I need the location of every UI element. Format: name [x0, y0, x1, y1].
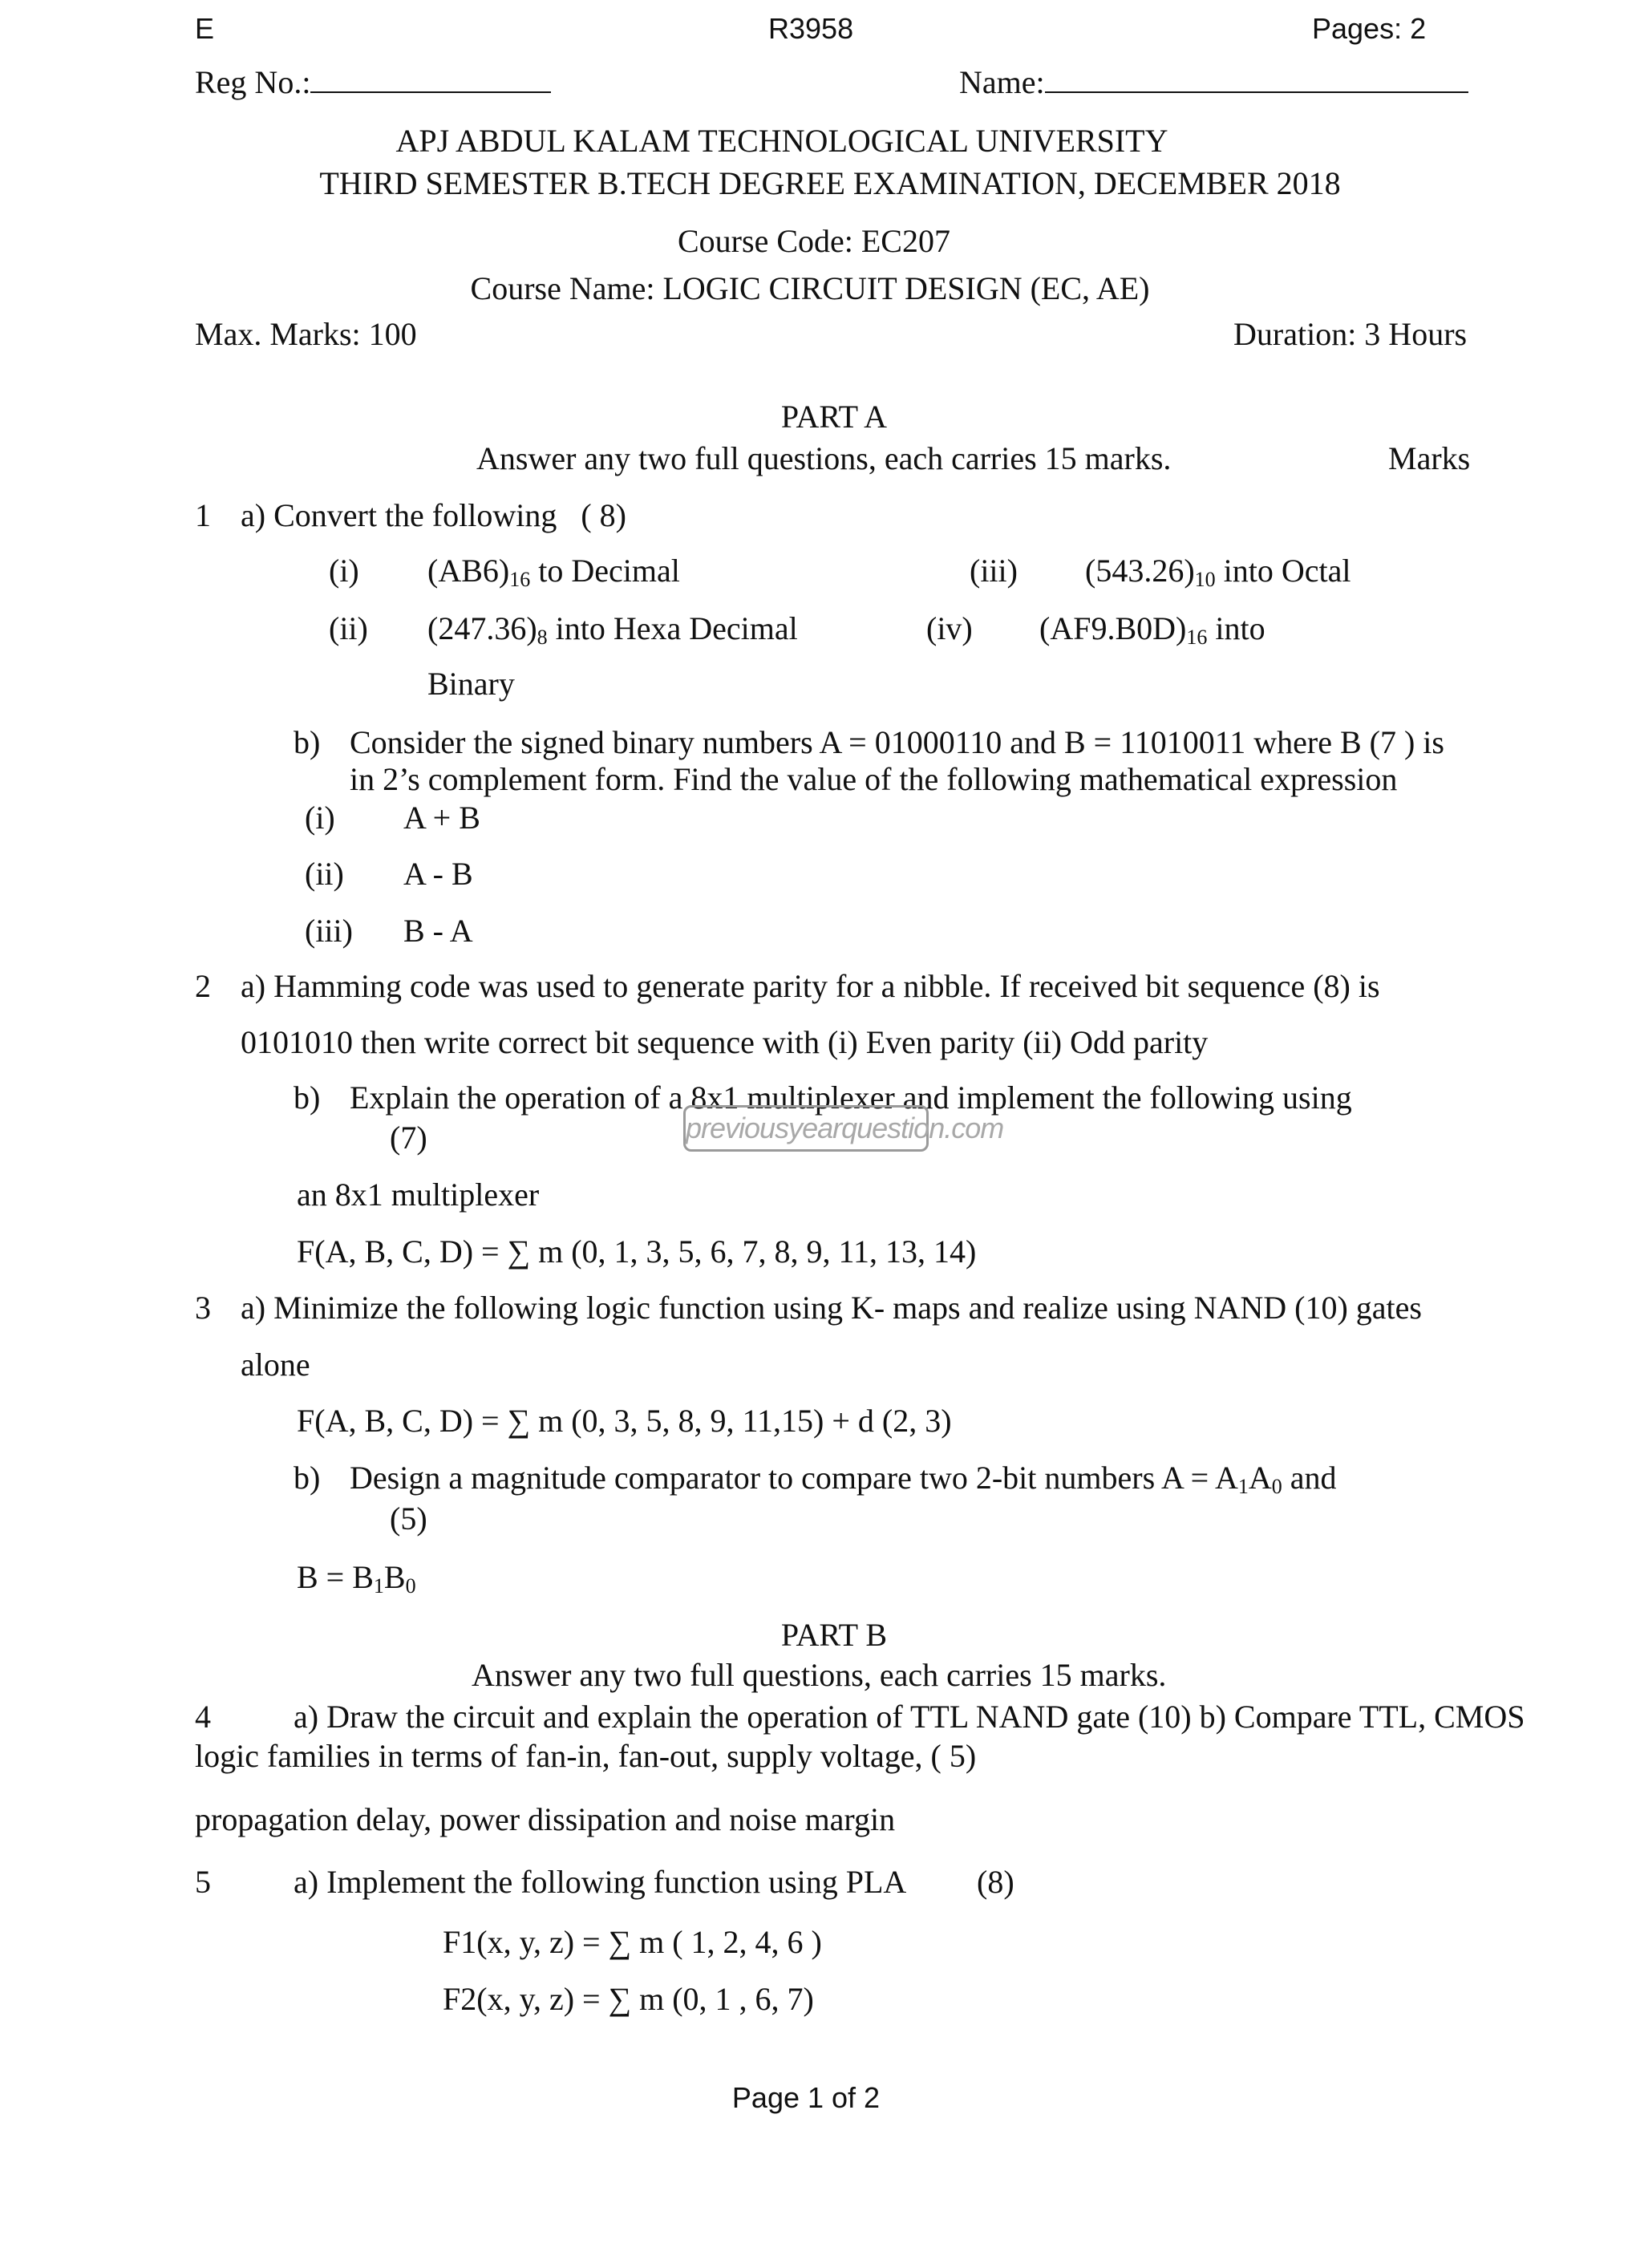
part-a-title: PART A — [780, 399, 888, 435]
reg-no-label: Reg No.: — [195, 64, 311, 100]
q4-number: 4 — [195, 1699, 211, 1735]
q1b-line-2: in 2’s complement form. Find the value of the following mathematical expression — [350, 761, 1398, 797]
q5a-marks: (8) — [977, 1864, 1014, 1900]
q3a-line-1: a) Minimize the following logic function using K- maps and realize using NAND (10) gates — [241, 1290, 1422, 1326]
page-count: Pages: 2 — [1312, 12, 1427, 45]
course-name: Course Name: LOGIC CIRCUIT DESIGN (EC, AE) — [470, 270, 1150, 306]
q3-number: 3 — [195, 1290, 211, 1326]
q1a-item-iv-label: (iv) — [926, 610, 973, 646]
question-paper-code: R3958 — [768, 12, 854, 45]
reg-no-blank — [310, 67, 551, 93]
q3b-label: b) — [294, 1460, 321, 1496]
q1a-item-ii: $(247.36)_8$ into Hexa Decimal — [427, 610, 798, 649]
q5a-function-f2: F2(x, y, z) = ∑ m (0, 1 , 6, 7) — [443, 1981, 814, 2017]
exam-set-letter: E — [195, 12, 215, 45]
q3a-line-2: alone — [241, 1347, 310, 1383]
q3b-line-2: $B = B_1B_0$ — [297, 1559, 416, 1598]
marks-column-header: Marks — [1388, 440, 1471, 476]
q5a-text: a) Implement the following function using PLA — [294, 1864, 907, 1900]
q2b-label: b) — [294, 1079, 321, 1116]
q5a-function-f1: F1(x, y, z) = ∑ m ( 1, 2, 4, 6 ) — [443, 1924, 822, 1960]
duration: Duration: 3 Hours — [1233, 316, 1468, 352]
name-blank — [1045, 67, 1468, 93]
max-marks: Max. Marks: 100 — [195, 316, 417, 352]
q1b-item-i-label: (i) — [305, 800, 335, 836]
q1a-marks: ( 8) — [581, 497, 626, 533]
q2a-line-1: a) Hamming code was used to generate parity for a nibble. If received bit sequence (8) is — [241, 968, 1380, 1004]
q1b-item-ii: A - B — [403, 856, 473, 892]
q2b-function: F(A, B, C, D) = ∑ m (0, 1, 3, 5, 6, 7, 8, 9, 11, 13, 14) — [297, 1233, 977, 1270]
name-field — [959, 63, 1468, 102]
reg-no-field — [195, 63, 551, 102]
q1a-prompt: a) Convert the following — [241, 497, 557, 533]
q1b-label: b) — [294, 724, 321, 760]
q1a-item-iii-label: (iii) — [970, 553, 1018, 589]
exam-title: THIRD SEMESTER B.TECH DEGREE EXAMINATION, DECEMBER 2018 — [319, 165, 1341, 201]
q2b-line-1: Explain the operation of a 8x1 multiplexer and implement the following using — [350, 1079, 1352, 1116]
q2b-marks: (7) — [390, 1120, 427, 1156]
watermark-badge: previousyearquestion.com — [683, 1105, 929, 1152]
part-b-instruction: Answer any two full questions, each carries 15 marks. — [472, 1657, 1167, 1693]
university-name: APJ ABDUL KALAM TECHNOLOGICAL UNIVERSITY — [395, 123, 1168, 159]
page-footer: Page 1 of 2 — [731, 2081, 881, 2114]
q1-number: 1 — [195, 497, 211, 533]
q5-number: 5 — [195, 1864, 211, 1900]
part-b-title: PART B — [780, 1617, 888, 1653]
q3b-marks: (5) — [390, 1501, 427, 1537]
q4-line-2: logic families in terms of fan-in, fan-out, supply voltage, ( 5) — [195, 1738, 977, 1774]
q1b-item-iii: B - A — [403, 913, 473, 949]
q1a-item-iv: $(AF9.B0D)_{16}$ into — [1039, 610, 1265, 649]
q1a-item-ii-label: (ii) — [329, 610, 368, 646]
q2a-line-2: 0101010 then write correct bit sequence with (i) Even parity (ii) Odd parity — [241, 1024, 1209, 1060]
q1a-item-i: $(AB6)_{16}$ to Decimal — [427, 553, 680, 591]
q1a-text — [241, 496, 626, 535]
q4-line-1: a) Draw the circuit and explain the operation of TTL NAND gate (10) b) Compare TTL, CMOS — [294, 1699, 1525, 1735]
q1b-item-iii-label: (iii) — [305, 913, 353, 949]
part-a-instruction: Answer any two full questions, each carries 15 marks. — [476, 440, 1172, 476]
q3a-function: F(A, B, C, D) = ∑ m (0, 3, 5, 8, 9, 11,15) + d (2, 3) — [297, 1403, 952, 1439]
q3b-line-1: Design a magnitude comparator to compare two 2-bit numbers $A = A_1A_0$ and — [350, 1460, 1337, 1498]
q1b-item-ii-label: (ii) — [305, 856, 344, 892]
q2b-line-2: an 8x1 multiplexer — [297, 1177, 540, 1213]
course-code: Course Code: EC207 — [678, 223, 950, 259]
q1b-item-i: A + B — [403, 800, 480, 836]
q2-number: 2 — [195, 968, 211, 1004]
q4-line-3: propagation delay, power dissipation and noise margin — [195, 1801, 896, 1837]
name-label: Name: — [959, 64, 1045, 100]
q1a-item-i-label: (i) — [329, 553, 359, 589]
q1b-line-1: Consider the signed binary numbers A = 01000110 and B = 11010011 where B (7 ) is — [350, 724, 1444, 760]
q1a-item-iii: $(543.26)_{10}$ into Octal — [1085, 553, 1351, 591]
q1a-item-iv-continued: Binary — [427, 666, 515, 702]
